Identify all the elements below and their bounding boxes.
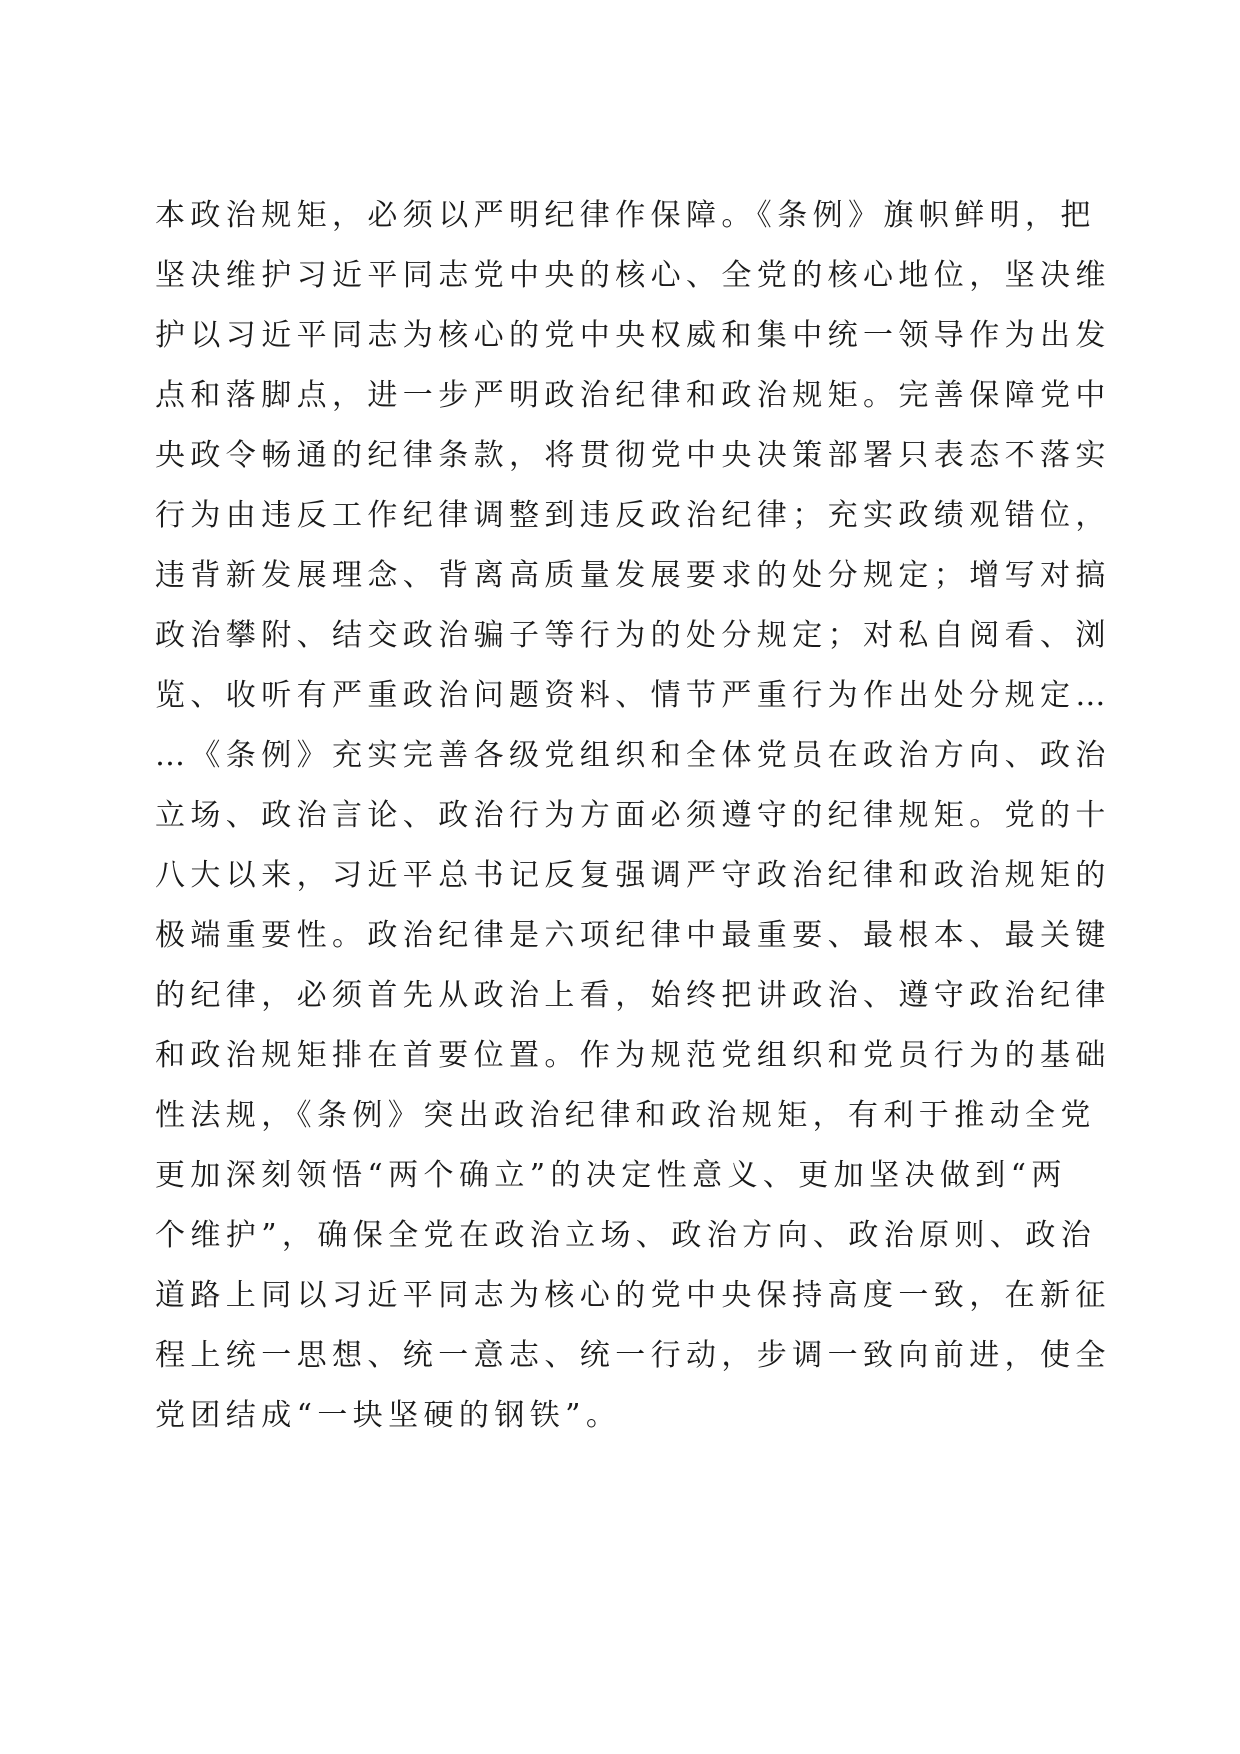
text-line: 道路上同以习近平同志为核心的党中央保持高度一致，在新征 [155, 1278, 1111, 1313]
text-line: 性法规，《条例》突出政治纪律和政治规矩，有利于推动全党 [155, 1098, 1096, 1133]
text-line: 和政治规矩排在首要位置。作为规范党组织和党员行为的基础 [155, 1038, 1111, 1073]
text-line: 立场、政治言论、政治行为方面必须遵守的纪律规矩。党的十 [155, 798, 1111, 833]
text-line: 极端重要性。政治纪律是六项纪律中最重要、最根本、最关键 [155, 918, 1111, 953]
text-line: 坚决维护习近平同志党中央的核心、全党的核心地位，坚决维 [155, 258, 1111, 293]
text-line: 党团结成“一块坚硬的钢铁”。 [155, 1398, 622, 1433]
text-line: 行为由违反工作纪律调整到违反政治纪律；充实政绩观错位， [155, 498, 1111, 533]
text-line: 央政令畅通的纪律条款，将贯彻党中央决策部署只表态不落实 [155, 438, 1111, 473]
text-line: 个维护”，确保全党在政治立场、政治方向、政治原则、政治 [155, 1218, 1097, 1253]
text-line: 本政治规矩，必须以严明纪律作保障。《条例》旗帜鲜明，把 [155, 198, 1096, 233]
text-line: …《条例》充实完善各级党组织和全体党员在政治方向、政治 [155, 738, 1111, 773]
text-line: 违背新发展理念、背离高质量发展要求的处分规定；增写对搞 [155, 558, 1111, 593]
text-line: 程上统一思想、统一意志、统一行动，步调一致向前进，使全 [155, 1338, 1111, 1373]
text-line: 政治攀附、结交政治骗子等行为的处分规定；对私自阅看、浏 [155, 618, 1111, 653]
text-line: 点和落脚点，进一步严明政治纪律和政治规矩。完善保障党中 [155, 378, 1111, 413]
text-line: 更加深刻领悟“两个确立”的决定性意义、更加坚决做到“两 [155, 1158, 1067, 1193]
body-paragraph [155, 186, 1111, 1446]
text-line: 的纪律，必须首先从政治上看，始终把讲政治、遵守政治纪律 [155, 978, 1111, 1013]
text-line: 八大以来，习近平总书记反复强调严守政治纪律和政治规矩的 [155, 858, 1111, 893]
text-line: 览、收听有严重政治问题资料、情节严重行为作出处分规定… [155, 678, 1111, 713]
text-line: 护以习近平同志为核心的党中央权威和集中统一领导作为出发 [155, 318, 1111, 353]
